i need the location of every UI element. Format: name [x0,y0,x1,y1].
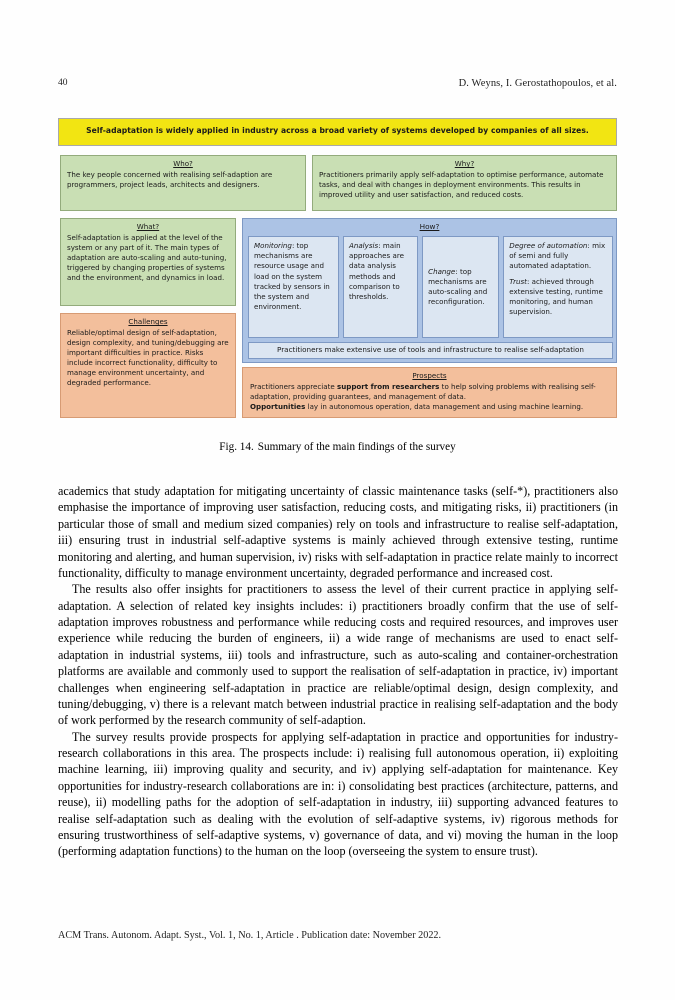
figure-banner [58,118,617,146]
who-box-title: Who? [173,159,193,168]
body-paragraph-1: academics that study adaptation for mitigating uncertainty of classic maintenance tasks (self-*), practitioners also emphasise the importance of improving user satisfaction, reducing costs, and mitigating risks, ii) practitioners (in particular those of small and medium sized companies) rely on tools and infrastructure to realise self-adaptation, iii) ensuring trust in industrial self-adaptive systems is mainly achieved through extensive testing, runtime monitoring and alerting, and human supervision, iv) risks with self-adaptation in practice relate mainly to incorrect functionality, difficulty to manage environment uncertainty, degraded performance and increased cost. [58,484,618,580]
monitoring-box [248,236,339,338]
body-paragraph-2: The results also offer insights for practitioners to assess the level of their current practice in applying self-adaptation. A selection of related key insights includes: i) practitioners broadly confirm that the use of self-adaptation improves robustness and performance while reducing costs and required resources, and improves user experience while reducing the burden of engineers, ii) a wide range of mechanisms are used to enact self-adaptation in industrial systems, iii) tools and infrastructure, such as auto-scaling and container-orchestration platforms are available and commonly used to support the realisation of self-adaptation in practice, iv) important challenges when engineering self-adaptation in practice are reliable/optimal design, design complexity, and tuning/debugging, v) there is a relevant match between industrial practice in realising self-adaptation and the body of work performed by the research community of self-adaption. [58,582,618,728]
prospects-line2-post: lay in autonomous operation, data management and using machine learning. [305,402,584,412]
figure-banner-text: Self-adaptation is widely applied in industry across a broad variety of systems developed by companies of all sizes. [86,126,589,136]
how-subbox-row [248,236,613,338]
what-box-title: What? [136,222,160,231]
body-text [58,483,618,860]
page-number: 40 [58,78,68,88]
trust-body: : achieved through extensive testing, runtime monitoring, and human supervision. [509,276,603,317]
how-box-title: How? [419,222,440,231]
prospects-box [242,367,617,418]
who-box [60,155,306,211]
how-box [242,218,617,363]
tools-strip-text: Practitioners make extensive use of tools and infrastructure to realise self-adaptation [277,345,584,355]
why-box-body: Practitioners primarily apply self-adaptation to optimise performance, automate tasks, and deal with changes in deployment environments. This results in improved utility and user satisfaction, and reduced costs. [319,170,604,200]
challenges-box-title: Challenges [128,317,168,326]
challenges-box [60,313,236,418]
tools-strip [248,342,613,359]
what-box [60,218,236,306]
change-box [422,236,499,338]
who-box-body: The key people concerned with realising self-adaption are programmers, project leads, architects and designers. [67,170,273,190]
figure-canvas [58,118,617,420]
monitoring-body: : top mechanisms are resource usage and load on the system tracked by sensors in the system and environment. [254,241,330,312]
figure-caption [58,441,617,453]
prospects-line1-post: to help solving problems with realising self-adaptation, providing guarantees, and management of data. [250,382,596,402]
prospects-line1-pre: Practitioners appreciate [250,382,337,392]
trust-term: Trust [509,276,527,286]
figure-caption-number: Fig. 14. [219,441,254,453]
running-head [58,78,617,92]
prospects-line-2 [250,402,609,412]
why-box [312,155,617,211]
challenges-box-body: Reliable/optimal design of self-adaptation, design complexity, and tuning/debugging are important difficulties in practice. Risks include incorrect functionality, difficulty to manage environment uncertainty, and degraded performance. [67,328,229,388]
monitoring-term: Monitoring [254,241,292,250]
figure-14 [58,118,617,420]
analysis-box [343,236,418,338]
why-box-title: Why? [454,159,475,168]
figure-caption-text: Summary of the main findings of the survey [257,441,456,453]
prospects-line1-bold: support from researchers [337,382,440,392]
prospects-box-title: Prospects [412,371,447,380]
automation-body: : mix of semi and fully automated adaptation. [509,241,606,271]
page-footer-text: ACM Trans. Autonom. Adapt. Syst., Vol. 1, No. 1, Article . Publication date: November 2022. [58,930,442,941]
running-head-authors: D. Weyns, I. Gerostathopoulos, et al. [458,78,617,89]
what-box-body: Self-adaptation is applied at the level of the system or any part of it. The main types of adaptation are auto-scaling and auto-tuning, triggered by changing properties of systems and the environment, and dynamics in load. [67,233,227,283]
prospects-line-1 [250,382,609,402]
page-footer [58,930,618,941]
change-term: Change [428,266,456,276]
change-body: : top mechanisms are auto-scaling and reconfiguration. [428,266,488,307]
automation-term: Degree of automation [509,241,588,250]
prospects-line2-bold: Opportunities [250,402,306,412]
automation-trust-box [503,236,613,338]
analysis-body: : main approaches are data analysis methods and comparison to thresholds. [348,241,404,302]
body-paragraph-3: The survey results provide prospects for applying self-adaptation in practice and opportunities for industry-research collaborations in this area. The prospects include: i) realising full autonomous operation, ii) exploiting machine learning, iii) improving quality and security, and iv) applying self-adaptation for maintenance. Key opportunities for industry-research collaborations are in: i) consolidating best practices (architecture, patterns, and reuse), ii) modelling paths for the adoption of self-adaptation in industry, iii) supporting advanced features to realise self-adaptation such as dealing with the evolution of self-adaptive systems, iv) rigorous methods for ensuring trustworthiness of self-adaptive systems, v) governance of data, and vi) moving the human in the loop (performing adaptation functions) to the human on the loop (overseeing the system to ensure trust). [58,729,618,859]
analysis-term: Analysis [348,241,379,250]
